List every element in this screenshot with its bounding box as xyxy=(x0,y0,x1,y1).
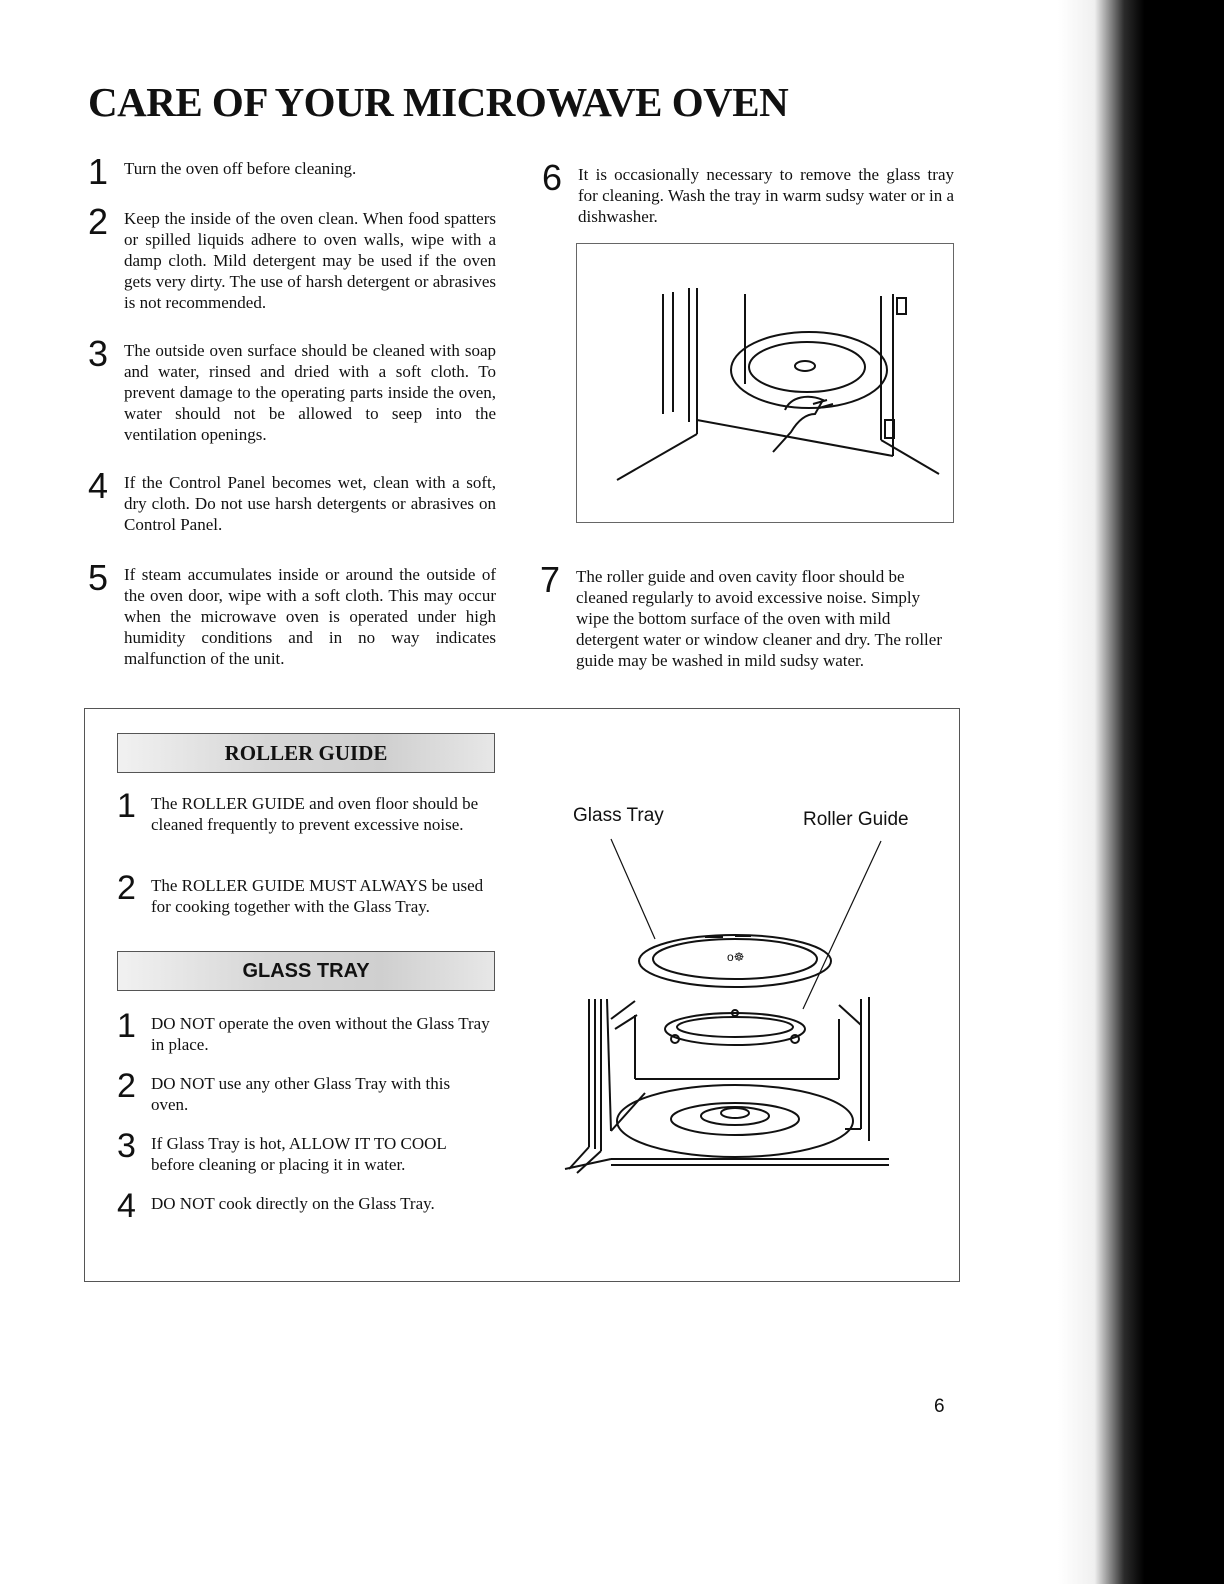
item-number: 3 xyxy=(117,1127,136,1165)
item-text: If Glass Tray is hot, ALLOW IT TO COOL before cleaning or placing it in water. xyxy=(151,1134,447,1174)
step-1 xyxy=(88,151,544,192)
roller-guide-item-1 xyxy=(117,787,491,835)
roller-guide-item-2 xyxy=(117,869,491,917)
step-number: 1 xyxy=(88,151,109,192)
step-text: Keep the inside of the oven clean. When food spatters or spilled liquids adhere to oven walls, wipe with a damp cloth. Mild detergent may be used if the oven gets very dirty. The use of harsh detergent or abrasives is not recommended. xyxy=(124,209,496,312)
glass-tray-item-3 xyxy=(117,1127,491,1175)
item-text: The ROLLER GUIDE and oven floor should be cleaned frequently to prevent excessive noise. xyxy=(151,794,479,834)
glass-tray-item-4 xyxy=(117,1187,491,1225)
svg-text:o☸: o☸ xyxy=(727,950,745,964)
glass-tray-item-2 xyxy=(117,1067,491,1115)
item-text: The ROLLER GUIDE MUST ALWAYS be used for cooking together with the Glass Tray. xyxy=(151,876,484,916)
step-6 xyxy=(542,157,954,227)
glass-tray-removal-illustration xyxy=(576,243,954,523)
step-number: 4 xyxy=(88,465,109,506)
item-number: 2 xyxy=(117,869,136,907)
roller-guide-glass-tray-panel xyxy=(84,708,960,1282)
step-3 xyxy=(88,333,496,445)
step-number: 3 xyxy=(88,333,109,374)
roller-guide-heading: ROLLER GUIDE xyxy=(117,733,495,773)
item-text: DO NOT cook directly on the Glass Tray. xyxy=(151,1194,435,1213)
step-4 xyxy=(88,465,496,535)
item-text: DO NOT operate the oven without the Glass Tray in place. xyxy=(151,1014,490,1054)
item-number: 4 xyxy=(117,1187,136,1225)
step-text: It is occasionally necessary to remove the glass tray for cleaning. Wash the tray in warm sudsy water or in a dishwasher. xyxy=(578,165,954,226)
item-number: 2 xyxy=(117,1067,136,1105)
step-number: 5 xyxy=(88,557,109,598)
step-5 xyxy=(88,557,496,669)
item-text: DO NOT use any other Glass Tray with this oven. xyxy=(151,1074,451,1114)
step-text: The roller guide and oven cavity floor should be cleaned regularly to avoid excessive noise. Simply wipe the bottom surface of the oven with mild detergent water or window cleaner and dry. The roller guide may be washed in mild sudsy water. xyxy=(576,567,942,670)
tray-and-roller-exploded-diagram xyxy=(555,829,935,1179)
glass-tray-item-1 xyxy=(117,1007,491,1055)
step-text: If the Control Panel becomes wet, clean with a soft, dry cloth. Do not use harsh detergents or abrasives on Control Panel. xyxy=(124,473,496,534)
step-number: 2 xyxy=(88,201,109,242)
page-title: CARE OF YOUR MICROWAVE OVEN xyxy=(88,79,789,125)
oven-interior-drawing xyxy=(577,244,953,522)
step-text: Turn the oven off before cleaning. xyxy=(124,159,357,178)
page-number: 6 xyxy=(934,1396,945,1417)
item-number: 1 xyxy=(117,1007,136,1045)
step-text: If steam accumulates inside or around the outside of the oven door, wipe with a soft cloth. This may occur when the microwave oven is operated under high humidity conditions and in no way indicates malfunction of the unit. xyxy=(124,565,496,668)
glass-tray-heading: GLASS TRAY xyxy=(117,951,495,991)
step-number: 7 xyxy=(540,559,561,600)
scan-edge-shadow xyxy=(1058,0,1224,1584)
step-2 xyxy=(88,201,496,313)
roller-guide-label: Roller Guide xyxy=(803,809,909,830)
step-text: The outside oven surface should be cleaned with soap and water, rinsed and dried with a soft cloth. To prevent damage to the operating parts inside the oven, water should not be allowed to seep into the ventilation openings. xyxy=(124,341,496,444)
item-number: 1 xyxy=(117,787,136,825)
glass-tray-label: Glass Tray xyxy=(573,805,664,826)
step-7 xyxy=(540,559,952,671)
step-number: 6 xyxy=(542,157,563,198)
